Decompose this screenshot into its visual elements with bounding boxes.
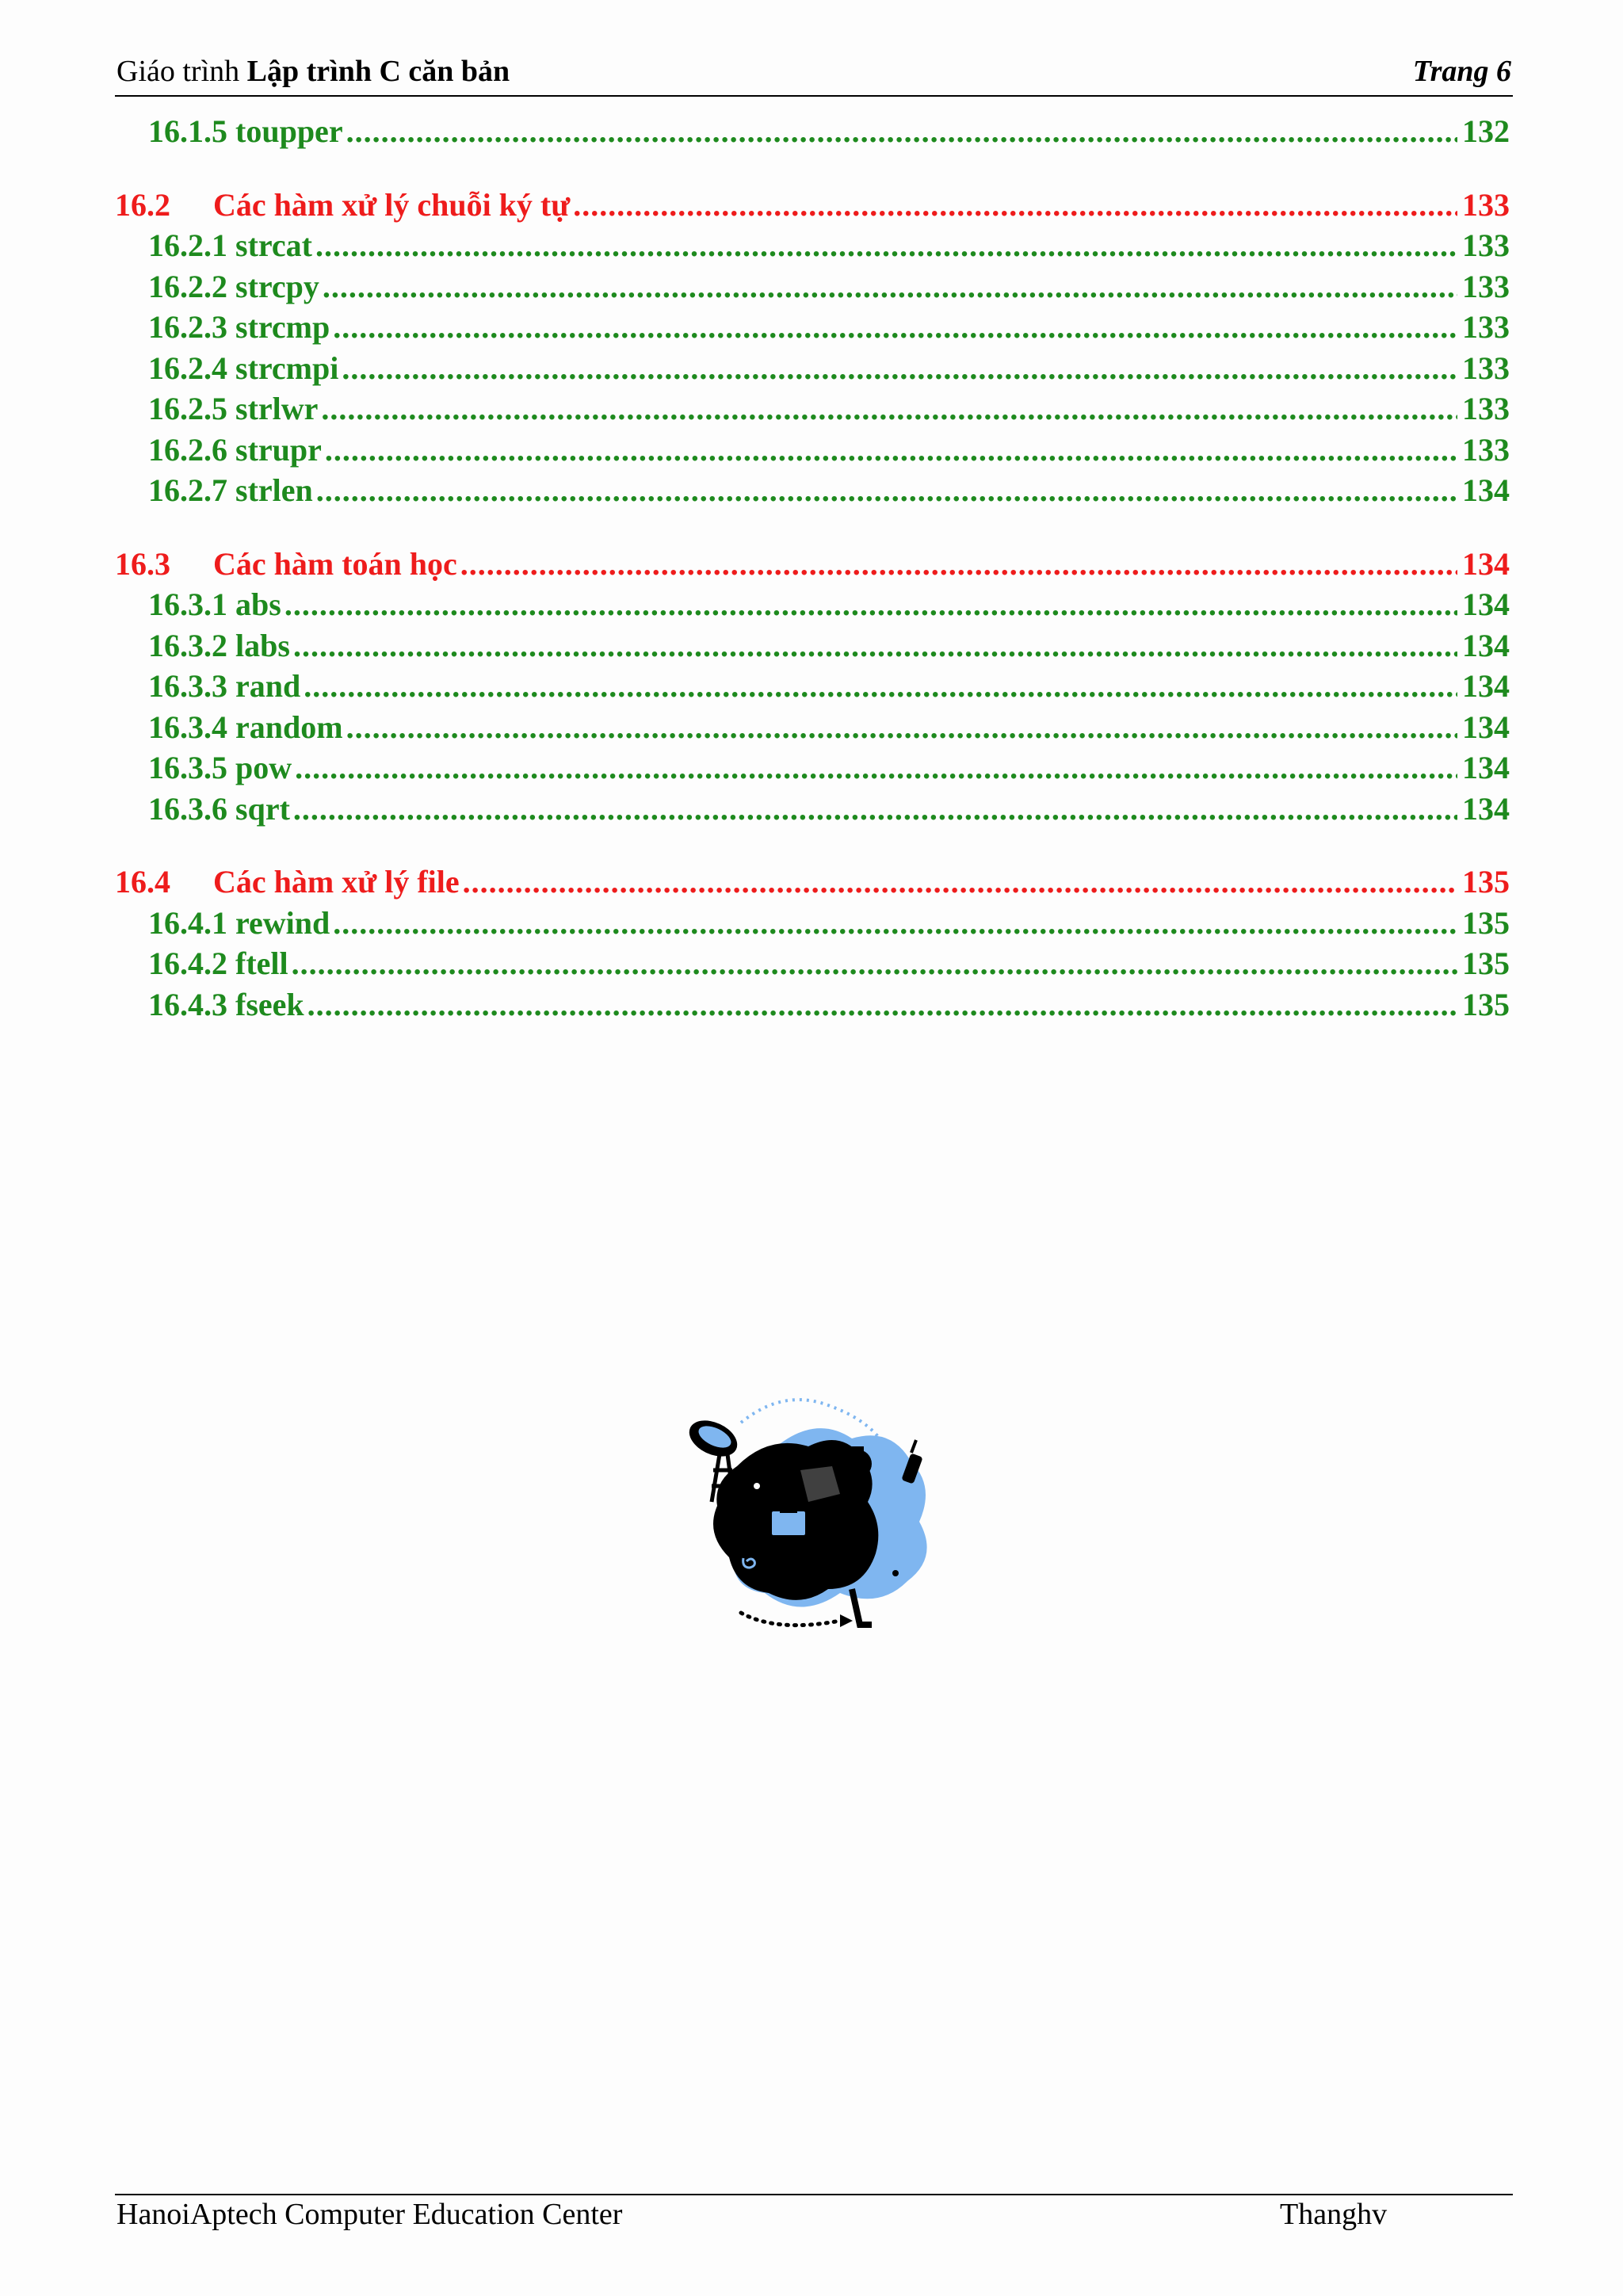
toc-entry-title: 16.3.6 sqrt xyxy=(148,790,290,827)
toc-leader xyxy=(325,430,1457,471)
toc-entry[interactable] xyxy=(115,984,1510,1026)
toc-entry-title: 16.4.3 fseek xyxy=(148,986,304,1022)
toc-section-number: 16.4 xyxy=(115,864,170,900)
toc-entry-title: 16.3.1 abs xyxy=(148,586,281,622)
toc-entry-title: 16.2.7 strlen xyxy=(148,472,313,508)
toc-entry[interactable] xyxy=(115,943,1510,984)
toc-entry[interactable] xyxy=(115,584,1510,625)
toc-page: 133 xyxy=(1462,431,1510,468)
toc-page: 133 xyxy=(1462,268,1510,304)
toc-page: 133 xyxy=(1462,350,1510,386)
toc-entry-title: 16.4.2 ftell xyxy=(148,946,288,981)
toc-section[interactable] xyxy=(115,544,1510,585)
toc-leader xyxy=(460,544,1457,585)
toc-entry[interactable] xyxy=(115,903,1510,944)
toc-page: 133 xyxy=(1462,309,1510,345)
toc-page: 135 xyxy=(1462,986,1510,1022)
toc-page: 133 xyxy=(1462,186,1510,223)
toc-entry-title: 16.2.3 strcmp xyxy=(148,309,330,345)
toc-page: 135 xyxy=(1462,946,1510,981)
toc-entry-title: 16.1.5 toupper xyxy=(148,113,343,149)
toc-leader xyxy=(316,470,1457,511)
toc-leader xyxy=(321,388,1457,430)
toc-leader xyxy=(333,307,1457,348)
toc-page: 134 xyxy=(1462,586,1510,622)
toc-leader xyxy=(293,625,1457,667)
toc-entry[interactable] xyxy=(115,388,1510,430)
footer-author: Thanghv xyxy=(1280,2198,1388,2231)
toc-leader xyxy=(307,984,1457,1026)
toc-leader xyxy=(304,666,1457,707)
toc-leader xyxy=(342,348,1457,389)
toc-leader xyxy=(295,747,1457,789)
toc-entry[interactable] xyxy=(115,430,1510,471)
toc-section[interactable] xyxy=(115,185,1510,226)
toc-leader xyxy=(346,707,1457,748)
toc-entry[interactable] xyxy=(115,789,1510,830)
toc-entry[interactable] xyxy=(115,625,1510,667)
toc-leader xyxy=(463,861,1457,903)
toc-page: 134 xyxy=(1462,709,1510,745)
toc-entry[interactable] xyxy=(115,707,1510,748)
toc-entry-title: 16.3.3 rand xyxy=(148,668,301,704)
toc-page: 134 xyxy=(1462,750,1510,785)
toc-leader xyxy=(293,789,1457,830)
toc-entry[interactable] xyxy=(115,666,1510,707)
toc-page: 134 xyxy=(1462,472,1510,508)
table-of-contents xyxy=(115,111,1510,1025)
toc-leader xyxy=(346,111,1457,152)
toc-page: 133 xyxy=(1462,227,1510,263)
toc-section-title: Các hàm xử lý file xyxy=(213,864,460,900)
toc-section-number: 16.3 xyxy=(115,545,170,582)
toc-section[interactable] xyxy=(115,861,1510,903)
toc-entry-title: 16.2.6 strupr xyxy=(148,431,322,468)
toc-entry-title: 16.4.1 rewind xyxy=(148,904,330,941)
toc-entry-title: 16.2.4 strcmpi xyxy=(148,350,339,386)
toc-entry[interactable] xyxy=(115,266,1510,308)
toc-section-number: 16.2 xyxy=(115,186,170,223)
toc-entry-title: 16.2.5 strlwr xyxy=(148,391,319,426)
page-footer xyxy=(115,2194,1513,2231)
toc-leader xyxy=(333,903,1457,944)
toc-page: 134 xyxy=(1462,668,1510,704)
header-title xyxy=(116,54,510,89)
toc-entry[interactable] xyxy=(115,225,1510,266)
header-page-number: Trang 6 xyxy=(1412,55,1511,88)
businessman-multitasking-icon xyxy=(682,1391,943,1645)
page-header xyxy=(115,54,1513,97)
toc-entry[interactable] xyxy=(115,348,1510,389)
toc-leader xyxy=(573,185,1457,226)
toc-section-title: Các hàm toán học xyxy=(213,545,457,582)
toc-entry-title: 16.2.1 strcat xyxy=(148,227,312,263)
toc-entry[interactable] xyxy=(115,307,1510,348)
toc-entry-title: 16.3.2 labs xyxy=(148,627,290,663)
toc-page: 134 xyxy=(1462,627,1510,663)
toc-leader xyxy=(285,584,1457,625)
header-book-title: Lập trình C căn bản xyxy=(246,55,510,88)
header-prefix: Giáo trình xyxy=(116,55,240,88)
toc-section-title: Các hàm xử lý chuỗi ký tự xyxy=(213,186,571,223)
toc-leader xyxy=(323,266,1457,308)
toc-page: 135 xyxy=(1462,864,1510,900)
toc-leader xyxy=(315,225,1457,266)
toc-entry[interactable] xyxy=(115,470,1510,511)
toc-entry-title: 16.3.5 pow xyxy=(148,750,292,785)
toc-page: 135 xyxy=(1462,904,1510,941)
toc-page: 134 xyxy=(1462,790,1510,827)
toc-entry-title: 16.2.2 strcpy xyxy=(148,268,319,304)
footer-organization: HanoiAptech Computer Education Center xyxy=(116,2198,623,2231)
toc-entry[interactable] xyxy=(115,747,1510,789)
toc-page: 133 xyxy=(1462,391,1510,426)
toc-page: 132 xyxy=(1462,113,1510,149)
toc-leader xyxy=(292,943,1457,984)
toc-page: 134 xyxy=(1462,545,1510,582)
toc-entry[interactable] xyxy=(115,111,1510,152)
toc-entry-title: 16.3.4 random xyxy=(148,709,343,745)
